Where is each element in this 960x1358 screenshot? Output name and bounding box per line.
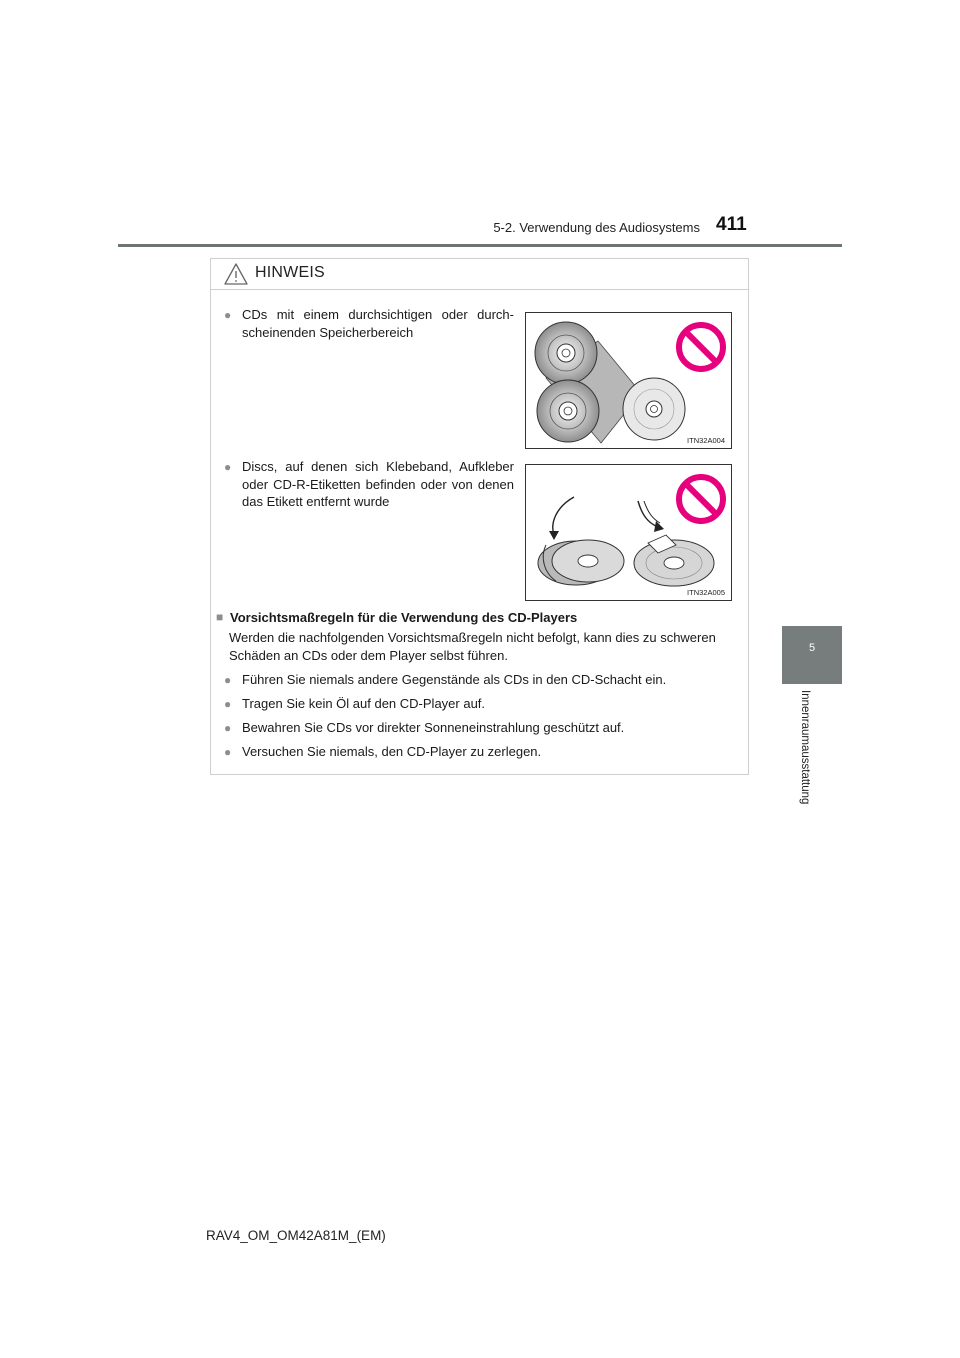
header-divider: [118, 244, 842, 247]
note-header: [211, 259, 748, 290]
bullet-icon: ●: [224, 697, 232, 711]
figure-code: ITN32A004: [687, 436, 725, 445]
manual-code: RAV4_OM_OM42A81M_(EM): [206, 1228, 386, 1243]
bullet-icon: ●: [224, 308, 232, 322]
labelled-disc-illustration: [526, 465, 731, 600]
note-item-2: [224, 458, 514, 511]
precaution-text: Versuchen Sie niemals, den CD-Player zu zerlegen.: [242, 744, 542, 759]
transparent-cd-illustration: [526, 313, 731, 448]
precaution-text: Führen Sie niemals andere Gegenstände als CDs in den CD-Schacht ein.: [242, 672, 667, 687]
square-bullet-icon: ■: [216, 610, 224, 624]
precaution-text: Bewahren Sie CDs vor direkter Sonneneinstrahlung geschützt auf.: [242, 720, 625, 735]
chapter-number: 5: [808, 642, 816, 654]
note-title: HINWEIS: [255, 264, 325, 281]
bullet-icon: ●: [224, 745, 232, 759]
warning-triangle-icon: [224, 263, 248, 285]
precaution-item-2: [224, 695, 739, 713]
bullet-icon: ●: [224, 460, 232, 474]
figure-code: ITN32A005: [687, 588, 725, 597]
note-item-text: CDs mit einem durchsichtigen oder durch-scheinenden Speicherbereich: [242, 307, 514, 340]
bullet-icon: ●: [224, 673, 232, 687]
bullet-icon: ●: [224, 721, 232, 735]
section-paragraph: Werden die nachfolgenden Vorsichtsmaßregeln nicht befolgt, kann dies zu schweren Schäden an CDs oder dem Player selbst führen.: [229, 630, 716, 663]
precaution-text: Tragen Sie kein Öl auf den CD-Player auf.: [242, 696, 486, 711]
precaution-item-4: [224, 743, 739, 761]
page-number: 411: [716, 214, 747, 235]
note-item-1: [224, 306, 514, 341]
figure-transparent-cd: [525, 312, 732, 449]
figure-labelled-disc: [525, 464, 732, 601]
chapter-title: Innenraumausstattung: [799, 690, 811, 805]
section-heading-text: Vorsichtsmaßregeln für die Verwendung des CD-Players: [230, 610, 578, 625]
note-item-text: Discs, auf denen sich Klebeband, Aufkleber oder CD-R-Etiketten befinden oder von denen das Etikett entfernt wurde: [242, 459, 514, 509]
section-title: 5-2. Verwendung des Audiosystems: [493, 220, 700, 235]
prohibition-icon: [679, 477, 723, 521]
precaution-item-1: [224, 671, 739, 689]
prohibition-icon: [679, 325, 723, 369]
section-heading: [216, 610, 577, 625]
chapter-tab: [782, 626, 842, 684]
precaution-item-3: [224, 719, 739, 737]
